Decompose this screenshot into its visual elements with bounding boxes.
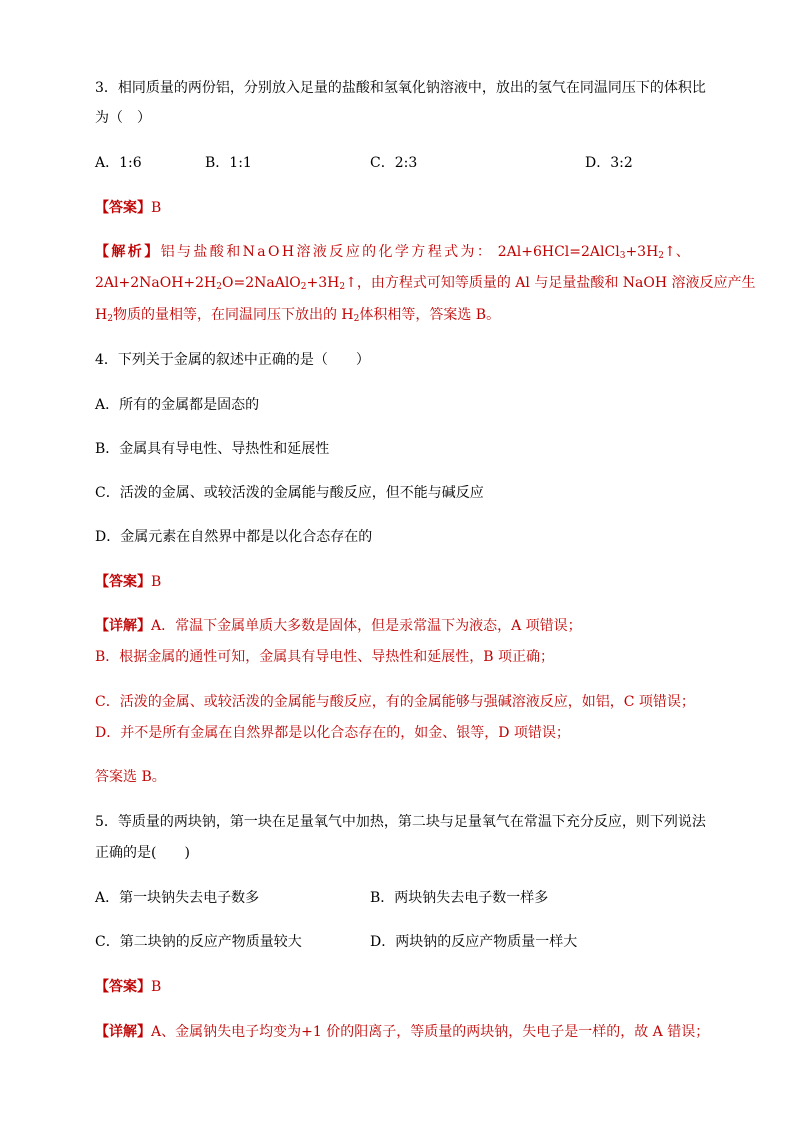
equation-part: ↑、 bbox=[664, 244, 690, 260]
subscript: 2 bbox=[658, 251, 665, 261]
q3-option-b: B．1:1 bbox=[205, 155, 252, 171]
analysis-tag: 【解析】 bbox=[95, 244, 161, 260]
answer-tag: 【答案】 bbox=[95, 574, 151, 590]
subscript: 2 bbox=[339, 282, 346, 292]
analysis-text: ↑，由方程式可知等质量的 Al 与足量盐酸和 NaOH 溶液反应产生 bbox=[345, 275, 756, 291]
analysis-text: 铝与盐酸和NaOH溶液反应的化学方程式为： bbox=[160, 244, 494, 260]
detail-tag: 【详解】 bbox=[95, 1024, 151, 1040]
q5-option-c: C．第二块钠的反应产物质量较大 bbox=[95, 934, 302, 950]
equation-part: +3H bbox=[625, 244, 659, 260]
answer-value: B bbox=[151, 574, 162, 590]
subscript: 2 bbox=[300, 282, 307, 292]
q5-answer bbox=[95, 977, 161, 997]
answer-value: B bbox=[151, 200, 162, 216]
q5-detail-line1 bbox=[95, 1022, 709, 1042]
q4-detail-line3: C．活泼的金属、或较活泼的金属能与酸反应，有的金属能够与强碱溶液反应，如铝，C 项错误； bbox=[95, 694, 695, 710]
q3-stem-line2: 为（ ） bbox=[95, 110, 151, 126]
analysis-text: 体积相等，答案选 B。 bbox=[359, 307, 501, 323]
q3-analysis-line2 bbox=[95, 273, 756, 293]
q5-option-b: B．两块钠失去电子数一样多 bbox=[370, 890, 549, 906]
q4-detail-line4: D．并不是所有金属在自然界都是以化合态存在的，如金、银等，D 项错误； bbox=[95, 725, 570, 741]
q4-stem: 4．下列关于金属的叙述中正确的是（ ） bbox=[95, 352, 370, 368]
q3-answer bbox=[95, 198, 161, 218]
q5-stem-line1: 5．等质量的两块钠，第一块在足量氧气中加热，第二块与足量氧气在常温下充分反应，则下列说法 bbox=[95, 814, 706, 830]
answer-value: B bbox=[151, 979, 162, 995]
detail-text: A、金属钠失电子均变为+1 价的阳离子，等质量的两块钠，失电子是一样的，故 A 错误； bbox=[151, 1024, 710, 1040]
q4-answer bbox=[95, 572, 161, 592]
analysis-text: 物质的量相等，在同温同压下放出的 H bbox=[112, 307, 354, 323]
q4-detail-line1 bbox=[95, 616, 582, 636]
answer-tag: 【答案】 bbox=[95, 200, 151, 216]
q4-detail-line2: B．根据金属的通性可知，金属具有导电性、导热性和延展性，B 项正确； bbox=[95, 649, 555, 665]
q4-option-d: D．金属元素在自然界中都是以化合态存在的 bbox=[95, 529, 373, 545]
subscript: 2 bbox=[216, 282, 222, 292]
q4-option-a: A．所有的金属都是固态的 bbox=[95, 397, 260, 413]
detail-text: A．常温下金属单质大多数是固体，但是汞常温下为液态，A 项错误； bbox=[151, 618, 582, 634]
subscript: 2 bbox=[353, 314, 360, 324]
q3-analysis-line3 bbox=[95, 305, 500, 325]
equation-part: O=2NaAlO bbox=[222, 275, 301, 291]
formula-part: H bbox=[95, 307, 108, 323]
detail-tag: 【详解】 bbox=[95, 618, 151, 634]
q4-conclusion: 答案选 B。 bbox=[95, 769, 166, 785]
q5-option-d: D．两块钠的反应产物质量一样大 bbox=[370, 934, 578, 950]
equation-part: 2Al+6HCl=2AlCl bbox=[497, 244, 620, 260]
equation-part: +3H bbox=[306, 275, 340, 291]
q5-option-a: A．第一块钠失去电子数多 bbox=[95, 890, 260, 906]
q4-option-b: B．金属具有导电性、导热性和延展性 bbox=[95, 441, 330, 457]
subscript: 3 bbox=[619, 251, 626, 261]
answer-tag: 【答案】 bbox=[95, 979, 151, 995]
equation-part: 2Al+2NaOH+2H bbox=[95, 275, 217, 291]
q3-analysis-line1 bbox=[95, 242, 690, 262]
subscript: 2 bbox=[107, 314, 113, 324]
q3-stem-line1: 3．相同质量的两份铝，分别放入足量的盐酸和氢氧化钠溶液中，放出的氢气在同温同压下的体积比 bbox=[95, 80, 706, 96]
q5-stem-line2: 正确的是( ) bbox=[95, 845, 190, 861]
q3-option-d: D．3:2 bbox=[585, 155, 633, 171]
q4-option-c: C．活泼的金属、或较活泼的金属能与酸反应，但不能与碱反应 bbox=[95, 485, 484, 501]
q3-option-c: C．2:3 bbox=[370, 155, 418, 171]
q3-option-a: A．1:6 bbox=[95, 155, 142, 171]
